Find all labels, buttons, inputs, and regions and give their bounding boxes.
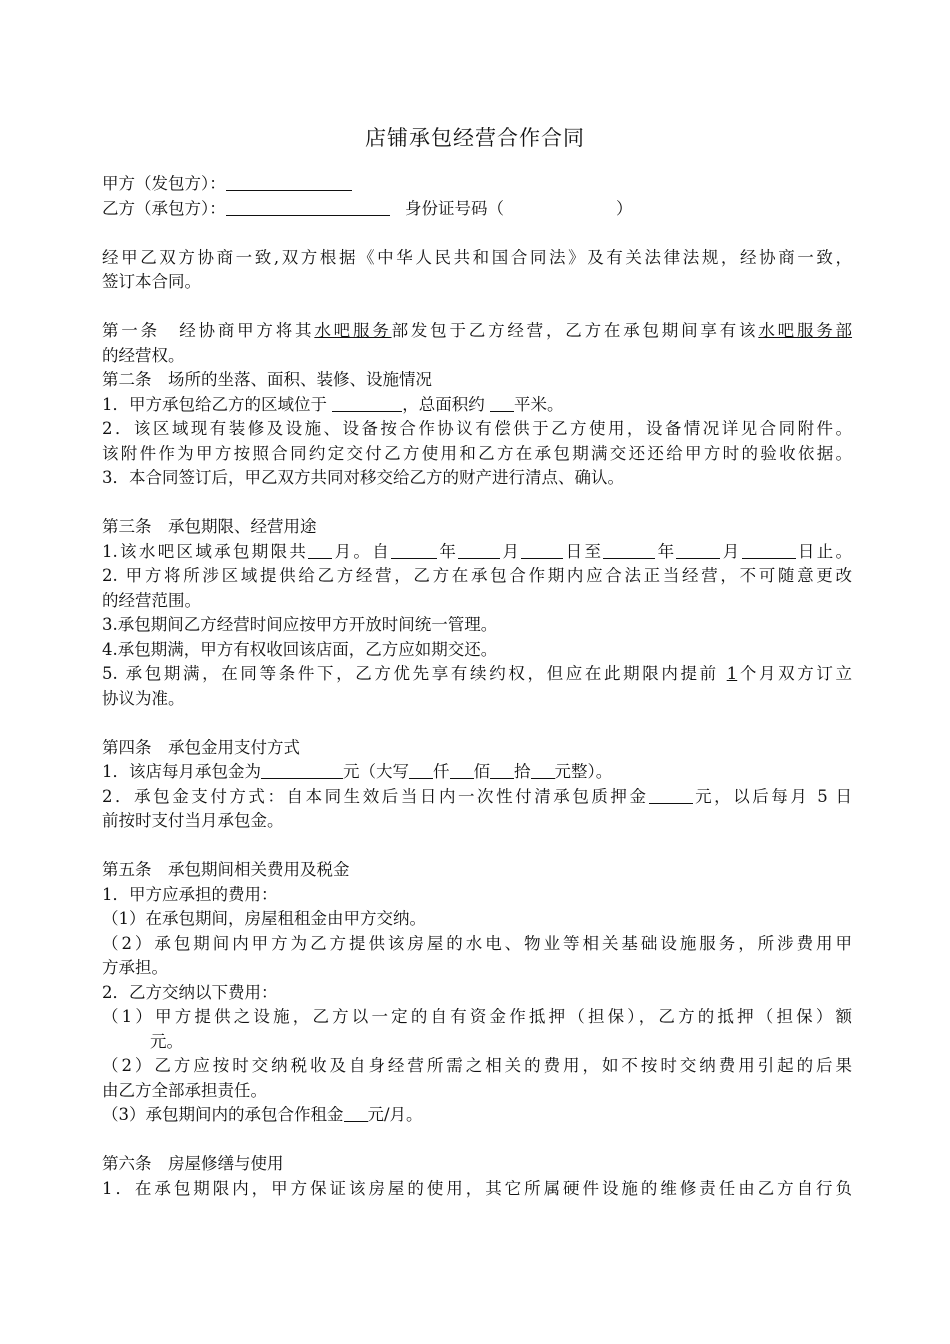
fee-text-4: 佰 [473, 762, 490, 781]
preamble-line-1: 经甲乙双方协商一致,双方根据《中华人民共和国合同法》及有关法律法规，经协商一致， [102, 247, 852, 267]
end-year-blank [603, 541, 655, 559]
id-number-close: ） [616, 198, 633, 218]
article-3-item-3: 3.承包期间乙方经营时间应按甲方开放时间统一管理。 [102, 615, 498, 634]
article-5-line-3: （2）承包期间内甲方为乙方提供该房屋的水电、物业等相关基础设施服务，所涉费用甲 [102, 933, 852, 953]
party-a-line [102, 172, 852, 197]
article-5-line-1: 1．甲方应承担的费用： [102, 884, 278, 904]
term-text-7: 月 [720, 541, 742, 561]
article-5-line-9: 由乙方全部承担责任。 [102, 1080, 267, 1100]
article-3-item-2-line-2: 的经营范围。 [102, 590, 201, 610]
thousands-blank [409, 761, 433, 779]
article-1-text-a: 第一条 经协商甲方将其 [102, 321, 315, 340]
term-months-blank [308, 541, 332, 559]
article-2-item-3: 3．本合同签订后，甲乙双方共同对移交给乙方的财产进行清点、确认。 [102, 468, 624, 487]
article-3-item-4: 4.承包期满，甲方有权收回该店面，乙方应如期交还。 [102, 639, 498, 659]
tens-blank [490, 761, 514, 779]
article-3-item-5-line-2: 协议为准。 [102, 688, 185, 708]
article-4-heading: 第四条 承包金用支付方式 [102, 737, 300, 757]
article-2-item-2-line-1: 2．该区域现有装修及设施、设备按合作协议有偿供于乙方使用，设备情况详见合同附件。 [102, 419, 852, 438]
end-month-blank [676, 541, 720, 559]
term-text-5: 日至 [563, 541, 604, 561]
fee-text-6: 元整）。 [554, 762, 613, 781]
article-5-line-6: （1）甲方提供之设施，乙方以一定的自有资金作抵押（担保），乙方的抵押（担保）额 [102, 1007, 852, 1026]
article-3-item-5-line-1 [102, 662, 852, 687]
monthly-fee-blank [261, 761, 343, 779]
article-3-heading: 第三条 承包期限、经营用途 [102, 517, 317, 536]
area-blank [490, 394, 514, 412]
location-blank [332, 394, 402, 412]
article-5-line-2: （1）在承包期间，房屋租租金由甲方交纳。 [102, 909, 426, 928]
article-6-heading: 第六条 房屋修缮与使用 [102, 1154, 284, 1173]
fee-text-1: 1．该店每月承包金为 [102, 762, 261, 781]
article-4-item-2-line-2: 前按时支付当月承包金。 [102, 811, 284, 830]
start-year-blank [391, 541, 437, 559]
term-text-1: 1.该水吧区域承包期限共 [102, 541, 309, 561]
article-1-line-1 [102, 319, 852, 344]
contract-body [102, 172, 852, 1201]
article-5-line-10-b: 元/月。 [367, 1105, 423, 1124]
article-6-line-1: 1．在承包期限内，甲方保证该房屋的使用，其它所属硬件设施的维修责任由乙方自行负 [102, 1178, 852, 1198]
term-text-4: 月 [500, 541, 522, 561]
start-month-blank [458, 541, 500, 559]
article-5-line-4: 方承担。 [102, 958, 168, 977]
party-b-blank [226, 198, 390, 216]
article-3-item-5-b: 个月双方订立 [737, 664, 853, 683]
article-2-item-1 [102, 393, 852, 418]
article-3-item-1 [102, 540, 852, 565]
end-day-blank [742, 541, 796, 559]
party-a-label: 甲方（发包方）： [102, 174, 226, 193]
article-4-item-2-b: 元，以后每月 5 日 [692, 786, 852, 806]
article-1-text-b: 部发包于乙方经营，乙方在承包期间享有该 [391, 321, 759, 340]
term-text-3: 年 [437, 541, 459, 561]
id-number-label: 身份证号码（ [405, 198, 504, 218]
term-text-6: 年 [655, 541, 677, 561]
party-b-line [102, 197, 852, 222]
fee-text-2: 元（大写 [343, 762, 409, 781]
preamble-line-2: 签订本合同。 [102, 272, 201, 291]
article-2-item-1-c: 平米。 [514, 394, 564, 414]
article-2-heading: 第二条 场所的坐落、面积、装修、设施情况 [102, 370, 432, 389]
rent-blank [344, 1104, 368, 1122]
article-5-line-8: （2）乙方应按时交纳税收及自身经营所需之相关的费用，如不按时交纳费用引起的后果 [102, 1056, 852, 1075]
article-5-line-5: 2．乙方交纳以下费用： [102, 982, 278, 1002]
start-day-blank [521, 541, 563, 559]
document-title: 店铺承包经营合作合同 [365, 126, 585, 150]
article-1-underlined-1: 水吧服务 [314, 321, 392, 340]
article-5-heading: 第五条 承包期间相关费用及税金 [102, 860, 350, 879]
article-4-item-2-a: 2．承包金支付方式：自本同生效后当日内一次性付清承包质押金 [102, 786, 649, 806]
article-2-item-1-a: 1．甲方承包给乙方的区域位于 [102, 394, 333, 414]
article-3-item-5-a: 5. 承包期满，在同等条件下，乙方优先享有续约权，但应在此期限内提前 [102, 664, 727, 683]
fee-text-3: 仟 [433, 762, 450, 781]
deposit-blank [649, 786, 693, 804]
article-1-underlined-2: 水吧服务部 [758, 321, 853, 340]
article-5-line-7: 元。 [150, 1031, 183, 1051]
article-4-item-1 [102, 760, 852, 785]
article-2-item-1-b: ，总面积约 [402, 394, 490, 414]
article-5-line-10 [102, 1103, 852, 1128]
term-text-8: 日止。 [795, 541, 853, 561]
article-4-item-2-line-1 [102, 785, 852, 810]
units-blank [531, 761, 555, 779]
article-3-item-2-line-1: 2. 甲方将所涉区域提供给乙方经营，乙方在承包合作期内应合法正当经营，不可随意更改 [102, 566, 852, 585]
notice-months: 1 [726, 664, 738, 683]
party-b-label: 乙方（承包方）： [102, 198, 226, 218]
fee-text-5: 拾 [514, 762, 531, 781]
term-text-2: 月。自 [332, 541, 392, 561]
article-5-line-10-a: （3）承包期间内的承包合作租金 [102, 1105, 344, 1124]
article-2-item-2-line-2: 该附件作为甲方按照合同约定交付乙方使用和乙方在承包期满交还还给甲方时的验收依据。 [102, 443, 852, 463]
hundreds-blank [450, 761, 474, 779]
article-1-line-2: 的经营权。 [102, 345, 185, 365]
party-a-blank [226, 173, 352, 191]
